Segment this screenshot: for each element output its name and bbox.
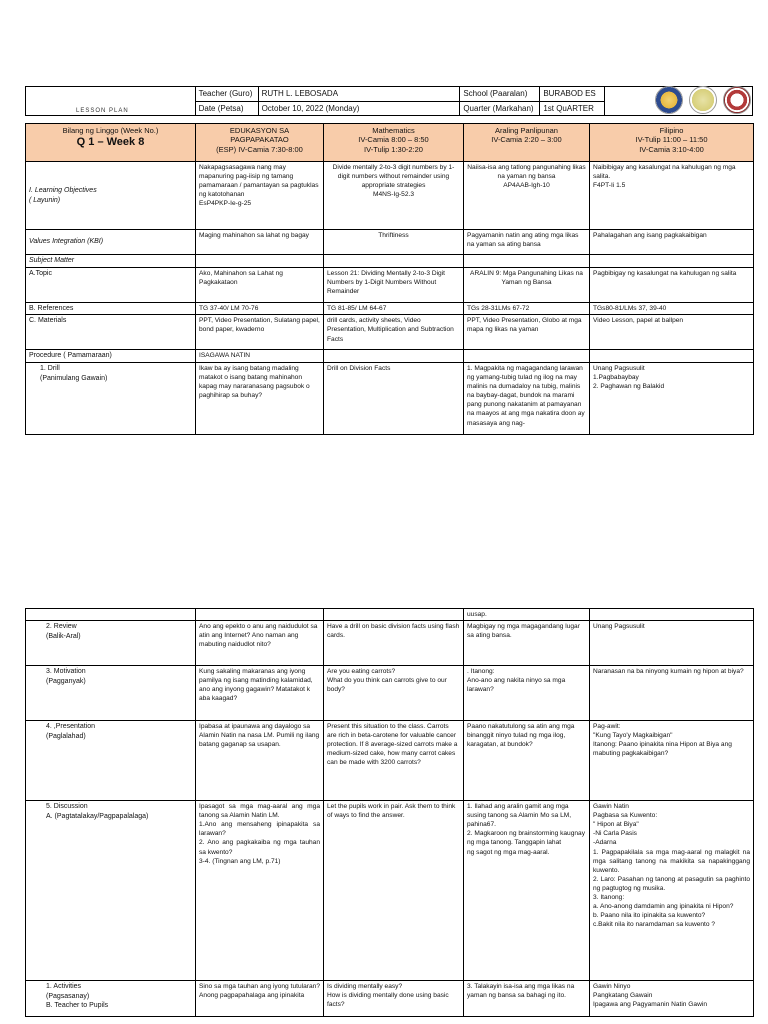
school-label: School (Paaralan) <box>460 87 540 102</box>
school-value: BURABOD ES <box>540 87 605 102</box>
topic-ap: ARALIN 9: Mga Pangunahing Likas na Yaman ng Bansa <box>464 267 590 302</box>
table-row <box>26 162 754 230</box>
discussion-math: Let the pupils work in pair. Ask them to think of ways to find the answer. <box>324 801 464 981</box>
lesson-table-page-2 <box>25 608 754 1017</box>
division-seal-icon <box>723 86 751 114</box>
presentation-esp: Ipabasa at ipaunawa ang dayalogo sa Alamin Natin na nasa LM. Pumili ng ilang batang gaganap sa usapan. <box>196 721 324 801</box>
objectives-esp: Nakapagsasagawa nang may mapanuring pag-iisip ng tamang pamamaraan / pamantayan sa pagtuklas ng katotohanan EsP4PKP-Ie-g-25 <box>196 162 324 230</box>
empty-cell <box>324 255 464 268</box>
topic-esp: Ako, Mahinahon sa Lahat ng Pagkakataon <box>196 267 324 302</box>
discussion-ap: 1. Ilahad ang aralin gamit ang mga susing tanong sa Alamin Mo sa LM, pahina67. 2. Magkaroon ng brainstorming kaugnay ng mga tanong. Tanggapin lahat ng sagot ng mga mag-aaral. <box>464 801 590 981</box>
activities-math: Is dividing mentally easy? How is dividing mentally done using basic facts? <box>324 981 464 1017</box>
week-header <box>26 124 196 162</box>
teacher-label: Teacher (Guro) <box>195 87 258 102</box>
presentation-fil: Pag-awit: "Kung Tayo'y Magkaibigan" Itanong: Paano ipinakita nina Hipon at Biya ang mabuting pagkakaibigan? <box>590 721 754 801</box>
references-math: TG 81-85/ LM 64-67 <box>324 302 464 315</box>
review-ap: Magbigay ng mga magagandang lugar sa ating bansa. <box>464 621 590 666</box>
objectives-math: Divide mentally 2-to-3 digit numbers by 1-digit numbers without remainder using appropriate strategies M4NS-Ig-52.3 <box>324 162 464 230</box>
objectives-label: I. Learning Objectives ( Layunin) <box>26 162 196 230</box>
topic-math: Lesson 21: Dividing Mentally 2-to-3 Digit Numbers by 1-Digit Numbers Without Remainder <box>324 267 464 302</box>
empty-cell <box>196 609 324 621</box>
table-row <box>26 302 754 315</box>
materials-esp: PPT, Video Presentation, Sulatang papel, bond paper, kwaderno <box>196 315 324 350</box>
review-math: Have a drill on basic division facts using flash cards. <box>324 621 464 666</box>
table-row <box>26 230 754 255</box>
motivation-math: Are you eating carrots? What do you think can carrots give to our body? <box>324 666 464 721</box>
activities-esp: Sino sa mga tauhan ang iyong tutularan? Anong pagpapahalaga ang ipinakita <box>196 981 324 1017</box>
drill-label: 1. Drill (Panimulang Gawain) <box>26 362 196 434</box>
drill-fil: Unang Pagsusulit 1.Pagbabaybay 2. Paghawan ng Balakid <box>590 362 754 434</box>
drill-esp: Ikaw ba ay isang batang madaling matakot o isang batang mahinahon kapag may nararanasang pagsubok o paghihirap sa buhay? <box>196 362 324 434</box>
empty-cell <box>464 350 590 363</box>
procedure-label: Procedure ( Pamamaraan) <box>26 350 196 363</box>
table-row <box>26 721 754 801</box>
header-table <box>25 86 753 116</box>
materials-label: C. Materials <box>26 315 196 350</box>
activities-ap: 3. Talakayin isa-isa ang mga likas na yaman ng bansa sa bahagi ng ito. <box>464 981 590 1017</box>
deped-seal-icon <box>655 86 683 114</box>
table-row <box>26 362 754 434</box>
ap-header: Araling Panlipunan IV-Camia 2:20 – 3:00 <box>464 124 590 162</box>
discussion-label: 5. Discussion A. (Pagtatalakay/Pagpapalalaga) <box>26 801 196 981</box>
date-value: October 10, 2022 (Monday) <box>258 101 460 116</box>
quarter-label: Quarter (Markahan) <box>460 101 540 116</box>
values-ap: Pagyamanin natin ang ating mga likas na yaman sa ating bansa <box>464 230 590 255</box>
presentation-label: 4. ,Presentation (Paglalahad) <box>26 721 196 801</box>
logo-group <box>655 86 751 114</box>
quarter-value: 1st QuARTER <box>540 101 605 116</box>
table-row <box>26 609 754 621</box>
motivation-esp: Kung sakaling makaranas ang iyong pamilya ng isang matinding kalamidad, ano ang inyong gagawin? Matatakot k aba kaagad? <box>196 666 324 721</box>
drill-ap: 1. Magpakita ng magagandang larawan ng yamang-tubig tulad ng ilog na may malinis na dumadaloy na tubig, malinis na baybay-dagat, bundok na marami pang punong nakatanim at pamayanan na maayos at ang mga nakatira doon ay masasaya ang nag- <box>464 362 590 434</box>
week-label: Bilang ng Linggo (Week No.) <box>62 126 159 135</box>
materials-fil: Video Lesson, papel at ballpen <box>590 315 754 350</box>
motivation-ap: . Itanong: Ano-ano ang nakita ninyo sa mga larawan? <box>464 666 590 721</box>
motivation-label: 3. Motivation (Pagganyak) <box>26 666 196 721</box>
empty-cell <box>196 255 324 268</box>
review-esp: Ano ang epekto o anu ang naidudulot sa atin ang Internet? Ano naman ang mabuting naidudlot nito? <box>196 621 324 666</box>
references-ap: TGs 28-31LMs 67-72 <box>464 302 590 315</box>
references-label: B. References <box>26 302 196 315</box>
review-fil: Unang Pagsusulit <box>590 621 754 666</box>
teacher-value: RUTH L. LEBOSADA <box>258 87 460 102</box>
esp-header: EDUKASYON SA PAGPAPAKATAO (ESP) IV-Camia 7:30-8:00 <box>196 124 324 162</box>
empty-cell <box>324 350 464 363</box>
materials-math: drill cards, activity sheets, Video Presentation, Multiplication and Subtraction Facts <box>324 315 464 350</box>
lesson-table-page-1 <box>25 123 754 435</box>
values-fil: Pahalagahan ang isang pagkakaibigan <box>590 230 754 255</box>
discussion-esp: Ipasagot sa mga mag-aaral ang mga tanong sa Alamin Natin LM. 1.Ano ang mensaheng ipinapakita sa larawan? 2. Ano ang pagkakaiba ng mga tauhan sa kwento? 3-4. (Tingnan ang LM, p.71) <box>196 801 324 981</box>
table-row <box>26 350 754 363</box>
motivation-fil: Naranasan na ba ninyong kumain ng hipon at biya? <box>590 666 754 721</box>
week-value: Q 1 – Week 8 <box>76 136 145 149</box>
drill-math: Drill on Division Facts <box>324 362 464 434</box>
values-esp: Maging mahinahon sa lahat ng bagay <box>196 230 324 255</box>
review-label: 2. Review (Balik-Aral) <box>26 621 196 666</box>
empty-cell <box>590 350 754 363</box>
materials-ap: PPT, Video Presentation, Globo at mga mapa ng likas na yaman <box>464 315 590 350</box>
topic-label: A.Topic <box>26 267 196 302</box>
table-row <box>26 621 754 666</box>
subject-matter-label: Subject Matter <box>26 255 196 268</box>
empty-cell <box>590 255 754 268</box>
values-math: Thriftiness <box>324 230 464 255</box>
empty-cell <box>464 255 590 268</box>
topic-fil: Pagbibigay ng kasalungat na kahulugan ng salita <box>590 267 754 302</box>
school-seal-icon <box>689 86 717 114</box>
values-label: Values Integration (KBI) <box>26 230 196 255</box>
empty-cell <box>590 609 754 621</box>
presentation-math: Present this situation to the class. Carrots are rich in beta-carotene for valuable cancer protection. If 8 average-sized carrots make a medium-sized cake, how many carrot cakes can be made with 3200 carrots? <box>324 721 464 801</box>
empty-cell <box>26 609 196 621</box>
references-esp: TG 37-40/ LM 70-76 <box>196 302 324 315</box>
table-row <box>26 267 754 302</box>
discussion-fil: Gawin Natin Pagbasa sa Kuwento: " Hipon at Biya" -Ni Carla Pasis -Adarna 1. Pagpapakilala sa mga mag-aaral ng malagkit na mga salitang tanong na makikita sa napakinggang kuwento. 2. Laro: Pasahan ng tanong at pasagutin sa paghinto ng pagtugtog ng musika. 3. Itanong: a. Ano-anong damdamin ang ipinakita ni Hipon? b. Paano nila ito ipinakita sa kuwento? c.Bakit nila ito naramdaman sa kuwento ? <box>590 801 754 981</box>
objectives-ap: Naiisa-isa ang tatlong pangunahing likas na yaman ng bansa AP4AAB-Igh-10 <box>464 162 590 230</box>
cont-ap: uusap. <box>464 609 590 621</box>
table-row <box>26 801 754 981</box>
activities-label: 1. Activities (Pagsasanay) B. Teacher to Pupils <box>26 981 196 1017</box>
presentation-ap: Paano nakatutulong sa atin ang mga binanggit ninyo tulad ng mga ilog, karagatan, at bundok? <box>464 721 590 801</box>
table-row <box>26 255 754 268</box>
table-row <box>26 981 754 1017</box>
procedure-esp: ISAGAWA NATIN <box>196 350 324 363</box>
lesson-plan-faint-title: LESSON PLAN <box>76 108 129 114</box>
math-header: Mathematics IV-Camia 8:00 – 8:50 IV-Tulip 1:30-2:20 <box>324 124 464 162</box>
references-fil: TGs80-81/LMs 37, 39-40 <box>590 302 754 315</box>
table-row <box>26 315 754 350</box>
objectives-fil: Naibibigay ang kasalungat na kahulugan ng mga salita. F4PT-Ii 1.5 <box>590 162 754 230</box>
date-label: Date (Petsa) <box>195 101 258 116</box>
empty-cell <box>324 609 464 621</box>
activities-fil: Gawin Ninyo Pangkatang Gawain Ipagawa ang Pagyamanin Natin Gawin <box>590 981 754 1017</box>
fil-header: Filipino IV-Tulip 11:00 – 11:50 IV-Camia 3:10-4:00 <box>590 124 754 162</box>
table-row <box>26 666 754 721</box>
